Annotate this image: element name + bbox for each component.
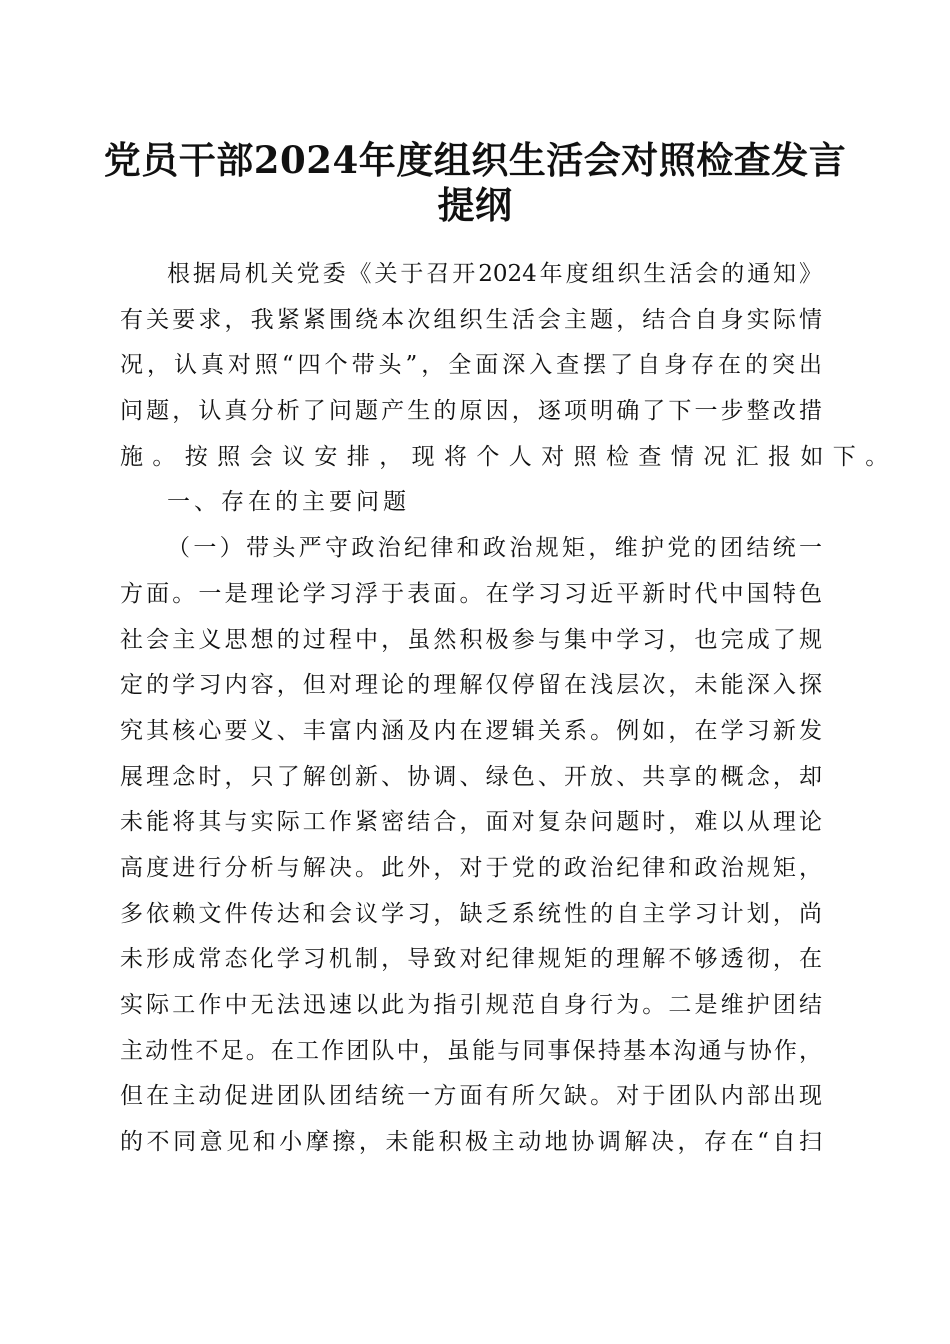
body-line: 的不同意见和小摩擦，未能积极主动地协调解决，存在“自扫	[120, 1129, 822, 1156]
body-line: 但在主动促进团队团结统一方面有所欠缺。对于团队内部出现	[120, 1083, 822, 1110]
body-line: 定的学习内容，但对理论的理解仅停留在浅层次，未能深入探	[120, 672, 822, 699]
intro-line: 有关要求，我紧紧围绕本次组织生活会主题，结合自身实际情	[120, 306, 822, 333]
body-line: 方面。一是理论学习浮于表面。在学习习近平新时代中国特色	[120, 580, 822, 607]
body-line: 主动性不足。在工作团队中，虽能与同事保持基本沟通与协作，	[120, 1037, 822, 1064]
subsection-heading: （一）带头严守政治纪律和政治规矩，维护党的团结统一	[167, 535, 822, 562]
body-line: 社会主义思想的过程中，虽然积极参与集中学习，也完成了规	[120, 626, 822, 653]
body-line: 实际工作中无法迅速以此为指引规范自身行为。二是维护团结	[120, 992, 822, 1018]
document-body	[120, 252, 898, 1166]
intro-line: 况，认真对照“四个带头”，全面深入查摆了自身存在的突出	[120, 352, 822, 379]
intro-line: 问题，认真分析了问题产生的原因，逐项明确了下一步整改措	[120, 398, 822, 425]
body-line: 多依赖文件传达和会议学习，缺乏系统性的自主学习计划，尚	[120, 900, 822, 927]
intro-line: 施。按照会议安排，现将个人对照检查情况汇报如下。	[120, 443, 898, 470]
intro-line: 根据局机关党委《关于召开2024年度组织生活会的通知》	[167, 261, 822, 287]
document-title-continued: 提纲	[437, 183, 513, 227]
body-line: 究其核心要义、丰富内涵及内在逻辑关系。例如，在学习新发	[120, 717, 822, 744]
document-title: 党员干部2024年度组织生活会对照检查发言	[103, 138, 847, 182]
section-heading: 一、存在的主要问题	[167, 489, 410, 516]
body-line: 高度进行分析与解决。此外，对于党的政治纪律和政治规矩，	[120, 854, 822, 881]
body-line: 未形成常态化学习机制，导致对纪律规矩的理解不够透彻，在	[120, 946, 822, 973]
body-line: 展理念时，只了解创新、协调、绿色、开放、共享的概念，却	[120, 763, 822, 790]
body-line: 未能将其与实际工作紧密结合，面对复杂问题时，难以从理论	[120, 809, 822, 836]
